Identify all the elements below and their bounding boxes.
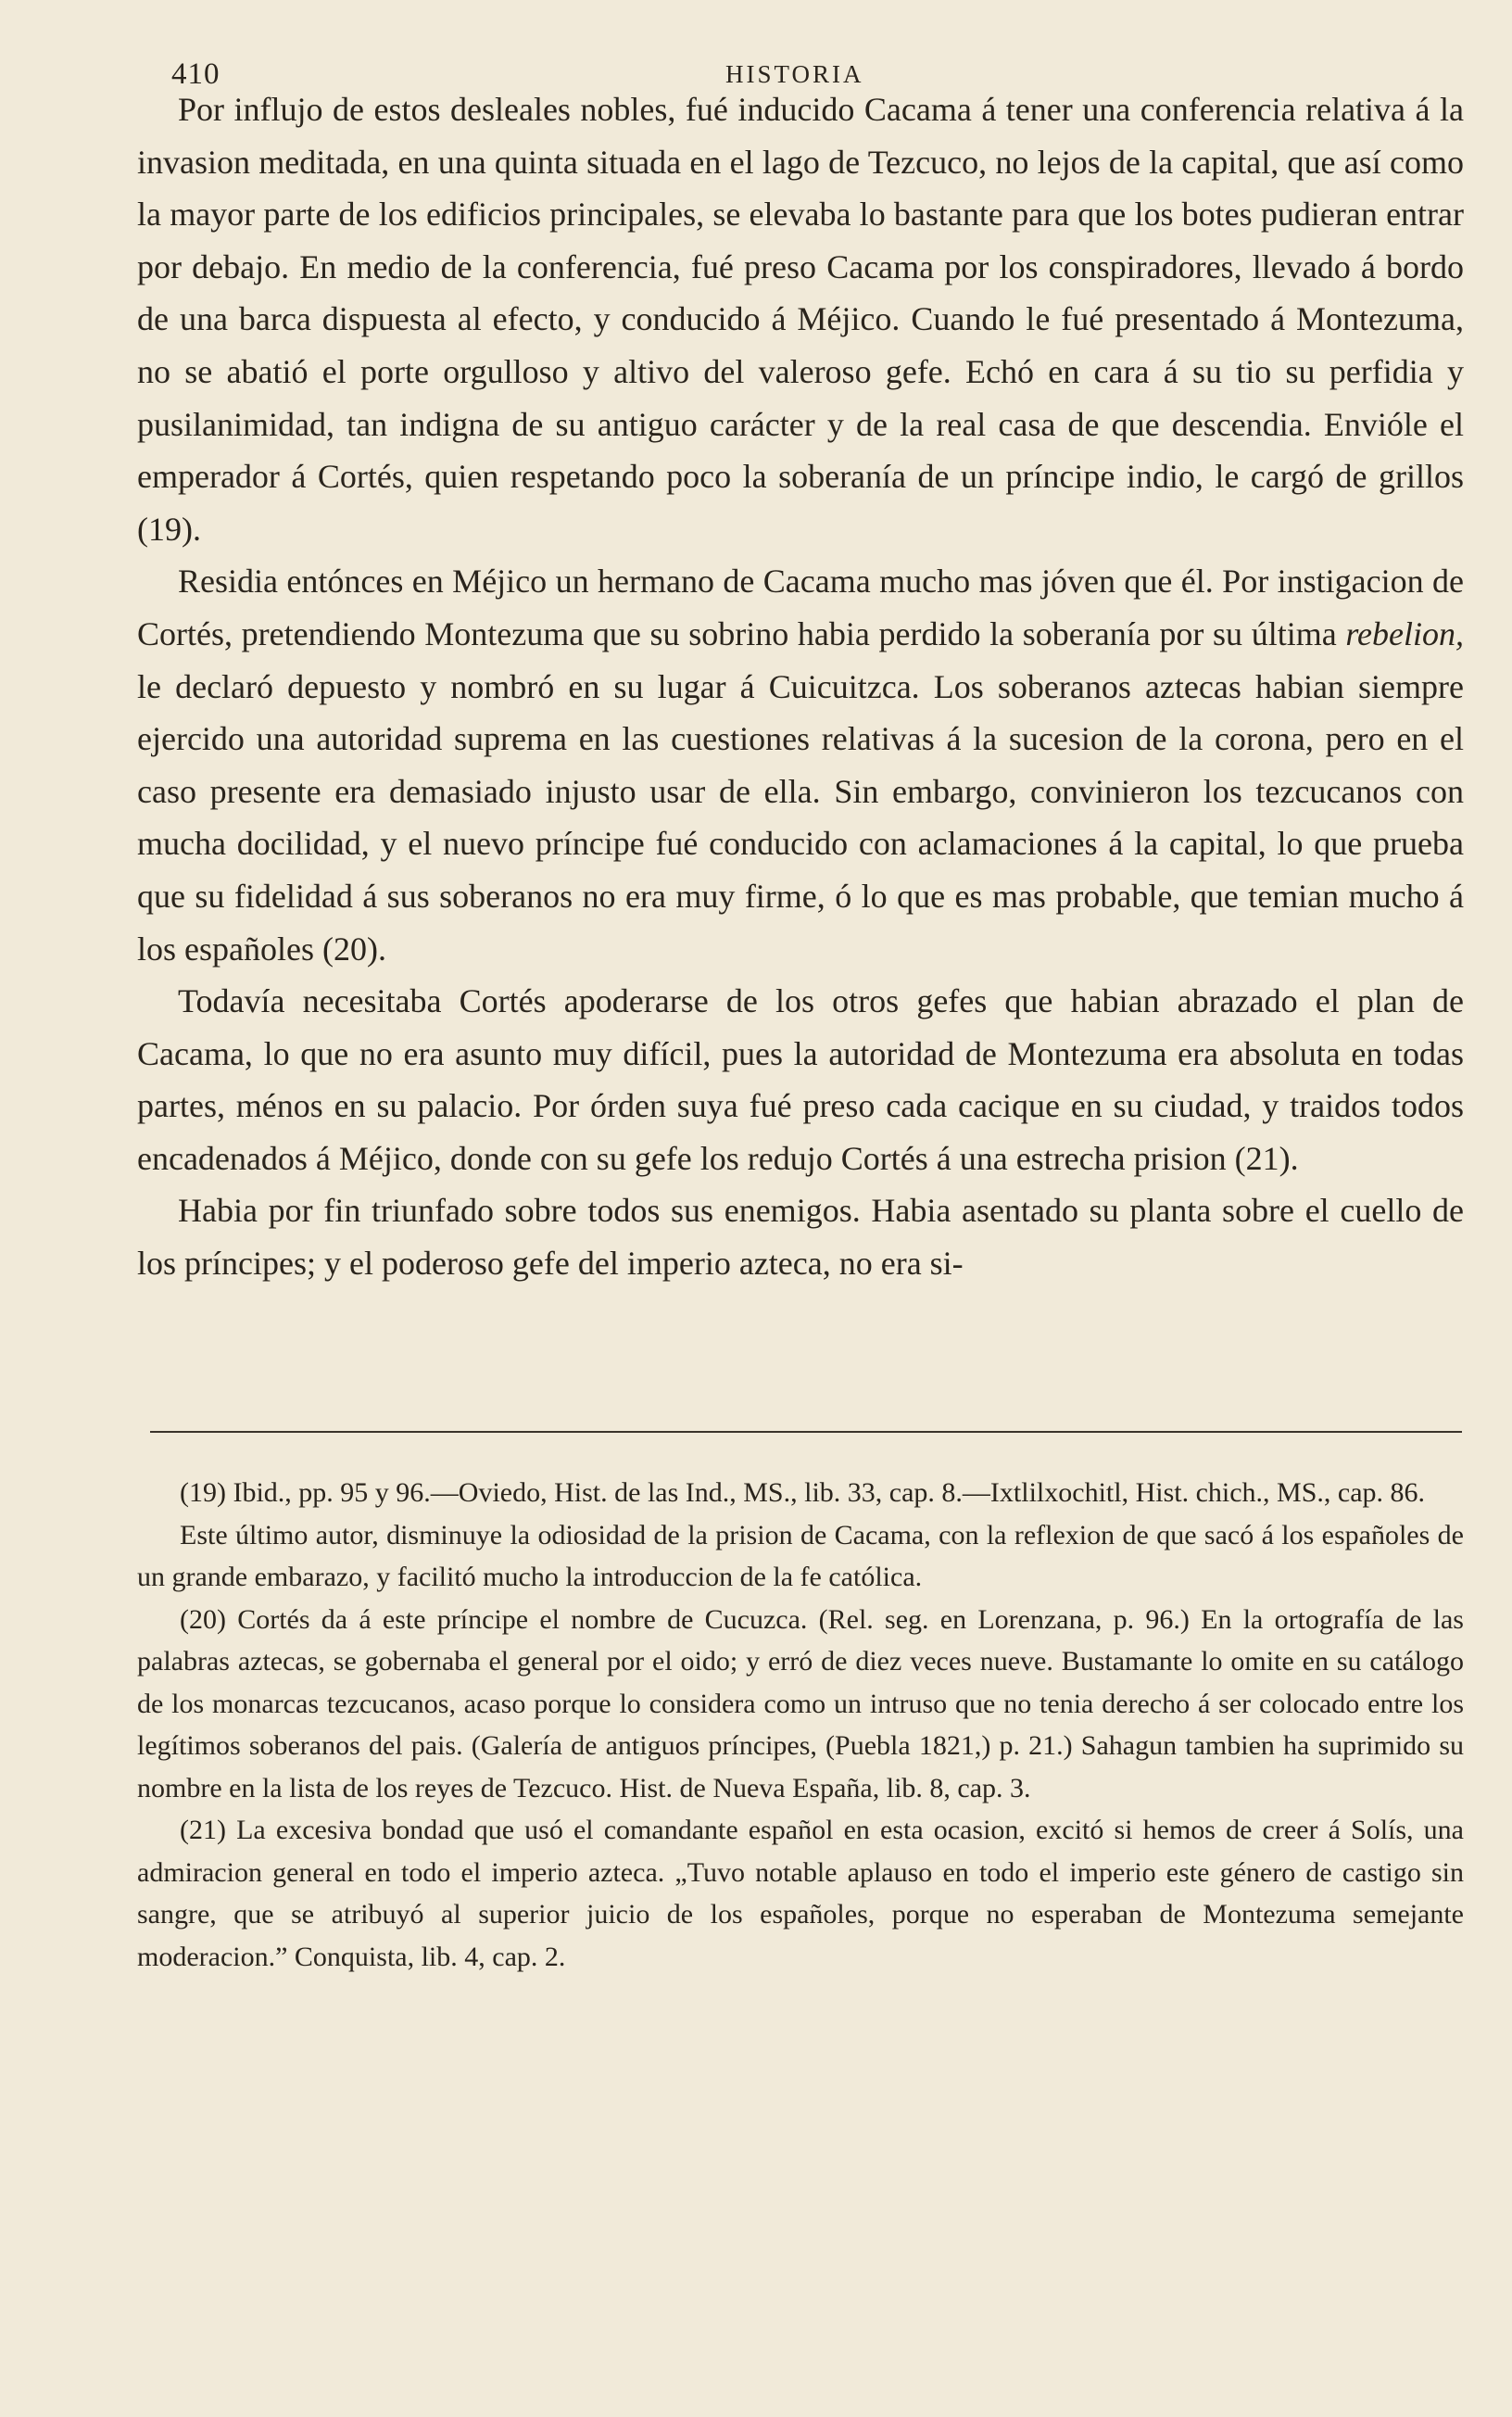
paragraph-2-end: le declaró depuesto y nombró en su lugar á Cuicuitzca. Los soberanos aztecas habian siempre ejercido una autoridad suprema en las cuestiones relativas á la sucesion de la corona, pero en el caso presente era demasiado injusto usar de ella. Sin embargo, convinieron los tezcucanos con mucha docilidad, y el nuevo príncipe fué conducido con aclamaciones á la capital, lo que prueba que su fidelidad á sus soberanos no era muy firme, ó lo que es mas probable, que temian mucho á los españoles (20). (137, 667, 1464, 968)
main-text (137, 83, 1464, 1290)
footnote-19-continued: Este último autor, disminuye la odiosidad de la prision de Cacama, con la reflexion de que sacó á los españoles de un grande embarazo, y facilitó mucho la introduccion de la fe católica. (137, 1519, 1464, 1592)
italic-word: rebelion, (1345, 614, 1464, 652)
paragraph-2-start: Residia entónces en Méjico un hermano de Cacama mucho mas jóven que él. Por instigacion de Cortés, pretendiendo Montezuma que su sobrino habia perdido la soberanía por su última (137, 563, 1464, 652)
footnote-21: (21) La excesiva bondad que usó el comandante español en esta ocasion, excitó si hemos de creer á Solís, una admiracion general en todo el imperio azteca. „Tuvo notable aplauso en todo el imperio este género de castigo sin sangre, que se atribuyó al superior juicio de los españoles, porque no esperaban de Montezuma semejante moderacion.” Conquista, lib. 4, cap. 2. (137, 1815, 1464, 1972)
paragraph-1: Por influjo de estos desleales nobles, fué inducido Cacama á tener una conferencia relativa á la invasion meditada, en una quinta situada en el lago de Tezcuco, no lejos de la capital, que así como la mayor parte de los edificios principales, se elevaba lo bastante para que los botes pudieran entrar por debajo. En medio de la conferencia, fué preso Cacama por los conspiradores, llevado á bordo de una barca dispuesta al efecto, y conducido á Méjico. Cuando le fué presentado á Montezuma, no se abatió el porte orgulloso y altivo del valeroso gefe. Echó en cara á su tio su perfidia y pusilanimidad, tan indigna de su antiguo carácter y de la real casa de que descendia. Envióle el emperador á Cortés, quien respetando poco la soberanía de un príncipe indio, le cargó de grillos (19). (137, 91, 1464, 548)
footnotes (137, 1472, 1464, 1978)
footnote-19: (19) Ibid., pp. 95 y 96.—Oviedo, Hist. de las Ind., MS., lib. 33, cap. 8.—Ixtlilxochitl, Hist. chich., MS., cap. 86. (180, 1477, 1426, 1508)
footnote-20: (20) Cortés da á este príncipe el nombre de Cucuzca. (Rel. seg. en Lorenzana, p. 96.) En la ortografía de las palabras aztecas, se gobernaba el general por el oido; y erró de diez veces nueve. Bustamante lo omite en su catálogo de los monarcas tezcucanos, acaso porque lo considera como un intruso que no tenia derecho á ser colocado entre los legítimos soberanos del pais. (Galería de antiguos príncipes, (Puebla 1821,) p. 21.) Sahagun tambien ha suprimido su nombre en la lista de los reyes de Tezcuco. Hist. de Nueva España, lib. 8, cap. 3. (137, 1603, 1464, 1803)
paragraph-2 (137, 555, 1464, 975)
paragraph-4: Habia por fin triunfado sobre todos sus enemigos. Habia asentado su planta sobre el cuello de los príncipes; y el poderoso gefe del imperio azteca, no era si- (137, 1192, 1464, 1283)
running-title: HISTORIA (725, 60, 864, 88)
paragraph-3: Todavía necesitaba Cortés apoderarse de los otros gefes que habian abrazado el plan de Cacama, lo que no era asunto muy difícil, pues la autoridad de Montezuma era absoluta en todas partes, ménos en su palacio. Por órden suya fué preso cada cacique en su ciudad, y traidos todos encadenados á Méjico, donde con su gefe los redujo Cortés á una estrecha prision (21). (137, 982, 1464, 1177)
footnote-divider (150, 1431, 1462, 1433)
page-number: 410 (171, 57, 220, 91)
